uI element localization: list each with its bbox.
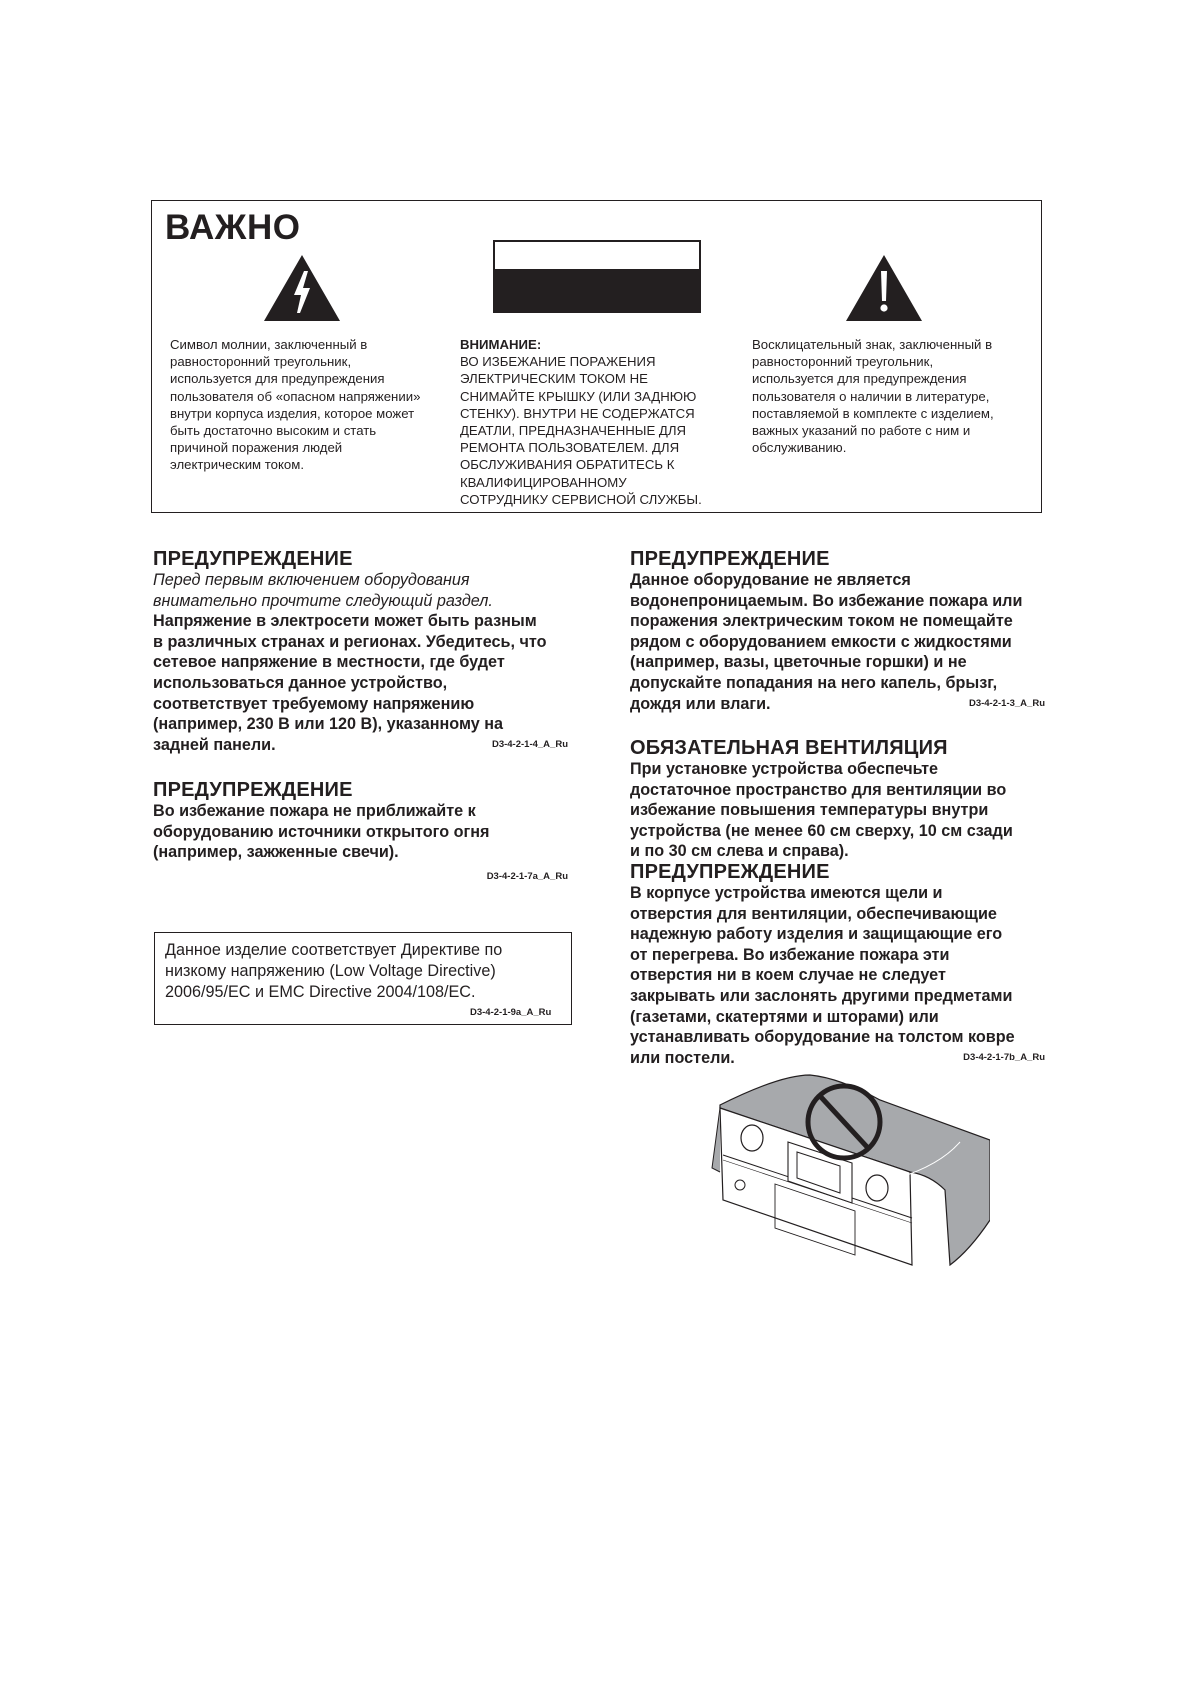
text-line: отверстия для вентиляции, обеспечивающие xyxy=(630,904,997,923)
text-line: (газетами, скатертями и шторами) или xyxy=(630,1007,939,1026)
text-line: РЕМОНТА ПОЛЬЗОВАТЕЛЕМ. ДЛЯ xyxy=(460,440,680,456)
text-line: поставляемой в комплекте с изделием, xyxy=(752,405,994,421)
document-code: D3-4-2-1-4_A_Ru xyxy=(491,739,568,751)
text-line: быть достаточно высоким и стать xyxy=(170,423,377,439)
text-line: задней панели. xyxy=(153,735,276,754)
lightning-triangle-icon xyxy=(264,255,340,321)
document-code: D3-4-2-1-7b_A_Ru xyxy=(963,1052,1045,1064)
text-line: оборудованию источники открытого огня xyxy=(153,822,490,841)
text-line: ДЕАТЛИ, ПРЕДНАЗНАЧЕННЫЕ ДЛЯ xyxy=(460,423,687,439)
italic-line: Перед первым включением оборудования xyxy=(153,571,470,589)
open-flame-warning-section xyxy=(153,779,573,887)
text-line: дождя или влаги. xyxy=(630,694,771,713)
vent-openings-warning-section xyxy=(630,861,1050,1068)
text-line: Во избежание пожара не приближайте к xyxy=(153,802,476,820)
text-line: ОБСЛУЖИВАНИЯ ОБРАТИТЕСЬ К xyxy=(460,457,675,473)
directive-text xyxy=(165,940,565,1003)
text-line: (например, 230 В или 120 В), указанному на xyxy=(153,715,504,734)
text-line: СОТРУДНИКУ СЕРВИСНОЙ СЛУЖБЫ. xyxy=(460,491,702,507)
text-line: водонепроницаемым. Во избежание пожара или xyxy=(630,591,1023,610)
document-code: D3-4-2-1-7a_A_Ru xyxy=(486,870,568,882)
text-line: от перегрева. Во избежание пожара эти xyxy=(630,945,950,964)
text-line: пользователя о наличии в литературе, xyxy=(752,388,990,404)
text-line: пользователя об «опасном напряжении» xyxy=(170,388,421,404)
caution-description xyxy=(460,336,740,508)
caution-label-icon xyxy=(493,240,701,313)
section-title: ОБЯЗАТЕЛЬНАЯ ВЕНТИЛЯЦИЯ xyxy=(630,737,948,759)
water-warning-section xyxy=(630,548,1050,714)
document-code: D3-4-2-1-9a_A_Ru xyxy=(470,1007,552,1018)
text-line: внутри корпуса изделия, которое может xyxy=(170,405,415,421)
text-line: используется для предупреждения xyxy=(752,371,967,387)
text-line: используется для предупреждения xyxy=(170,371,385,387)
text-line: допускайте попадания на него капель, брызг, xyxy=(630,673,998,692)
text-line: ВО ИЗБЕЖАНИЕ ПОРАЖЕНИЯ xyxy=(460,354,656,370)
text-line: равносторонний треугольник, xyxy=(170,354,352,370)
text-line: соответствует требуемому напряжению xyxy=(153,694,475,713)
text-line: Символ молнии, заключенный в xyxy=(170,337,368,352)
text-line: сетевое напряжение в местности, где будет xyxy=(153,653,505,672)
text-line: равносторонний треугольник, xyxy=(752,354,934,370)
text-line: надежную работу изделия и защищающие его xyxy=(630,925,1003,944)
text-line: КВАЛИФИЦИРОВАННОМУ xyxy=(460,474,627,490)
text-line: избежание повышения температуры внутри xyxy=(630,801,989,820)
text-line: В корпусе устройства имеются щели и xyxy=(630,884,943,902)
text-line: Данное изделие соответствует Директиве по xyxy=(165,941,503,959)
text-line: ЭЛЕКТРИЧЕСКИМ ТОКОМ НЕ xyxy=(460,371,648,387)
text-line: отверстия ни в коем случае не следует xyxy=(630,966,946,985)
text-line: устройства (не менее 60 см сверху, 10 см сзади xyxy=(630,821,1013,840)
text-line: поражения электрическим током не помещайте xyxy=(630,612,1013,631)
text-line: Напряжение в электросети может быть разным xyxy=(153,612,537,631)
text-line: причиной поражения людей xyxy=(170,440,343,456)
text-line: При установке устройства обеспечьте xyxy=(630,760,939,778)
text-line: рядом с оборудованием емкости с жидкостями xyxy=(630,632,1012,651)
text-line: Восклицательный знак, заключенный в xyxy=(752,337,993,352)
section-title: ПРЕДУПРЕЖДЕНИЕ xyxy=(630,548,830,570)
text-line: и по 30 см слева и справа). xyxy=(630,842,849,861)
text-line: Данное оборудование не является xyxy=(630,571,911,589)
important-title: ВАЖНО xyxy=(165,208,301,247)
text-line: устанавливать оборудование на толстом ковре xyxy=(630,1028,1015,1047)
text-line: или постели. xyxy=(630,1048,735,1067)
voltage-warning-section xyxy=(153,548,573,755)
text-line: в различных странах и регионах. Убедитесь, что xyxy=(153,632,547,651)
section-title: ПРЕДУПРЕЖДЕНИЕ xyxy=(153,779,353,801)
caution-heading: ВНИМАНИЕ: xyxy=(460,337,542,352)
italic-line: внимательно прочтите следующий раздел. xyxy=(153,591,493,610)
text-line: использоваться данное устройство, xyxy=(153,673,448,692)
text-line: 2006/95/EC и EMC Directive 2004/108/EC. xyxy=(165,983,476,1001)
document-code: D3-4-2-1-3_A_Ru xyxy=(968,698,1045,710)
text-line: СТЕНКУ). ВНУТРИ НЕ СОДЕРЖАТСЯ xyxy=(460,405,695,421)
text-line: закрывать или заслонять другими предметами xyxy=(630,986,1013,1005)
text-line: важных указаний по работе с ним и xyxy=(752,423,971,439)
section-title: ПРЕДУПРЕЖДЕНИЕ xyxy=(630,861,830,883)
text-line: (например, зажженные свечи). xyxy=(153,843,399,862)
exclamation-triangle-icon xyxy=(846,255,922,321)
text-line: электрическим током. xyxy=(170,457,304,473)
text-line: (например, вазы, цветочные горшки) и не xyxy=(630,653,967,672)
covered-receiver-prohibited-icon xyxy=(690,1060,990,1270)
text-line: обслуживанию. xyxy=(752,440,847,456)
exclamation-symbol-description xyxy=(752,336,1037,456)
lightning-symbol-description xyxy=(170,336,440,474)
ventilation-section xyxy=(630,737,1050,862)
text-line: низкому напряжению (Low Voltage Directive) xyxy=(165,962,496,980)
text-line: достаточное пространство для вентиляции во xyxy=(630,780,1007,799)
text-line: СНИМАЙТЕ КРЫШКУ (ИЛИ ЗАДНЮЮ xyxy=(460,388,697,404)
section-title: ПРЕДУПРЕЖДЕНИЕ xyxy=(153,548,353,570)
